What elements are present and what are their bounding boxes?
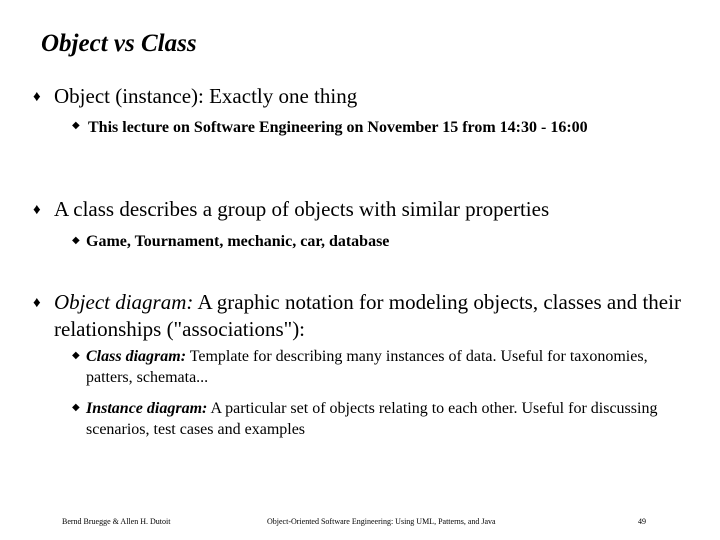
bullet-diamond-icon: ♦ xyxy=(33,202,41,218)
sub-bullet-square-icon: ◆ xyxy=(72,402,80,413)
slide-title: Object vs Class xyxy=(41,30,197,57)
class-diagram-desc: Template for describing many instances of data. Useful for taxonomies, patters, schemata... xyxy=(86,348,648,386)
bullet-3-term: Object diagram: xyxy=(54,290,194,314)
bullet-3-text xyxy=(54,289,694,343)
instance-diagram-desc: A particular set of objects relating to each other. Useful for discussing scenarios, test cases and examples xyxy=(86,400,658,438)
footer-authors: Bernd Bruegge & Allen H. Dutoit xyxy=(62,517,171,526)
sub-bullet-1-1-text: This lecture on Software Engineering on November 15 from 14:30 - 16:00 xyxy=(88,119,588,136)
sub-bullet-3-2-text xyxy=(86,398,696,440)
bullet-diamond-icon: ♦ xyxy=(33,89,41,105)
sub-bullet-2-1-text: Game, Tournament, mechanic, car, database xyxy=(86,233,390,250)
bullet-3-desc: A graphic notation for modeling objects, classes and their relationships ("associations"): xyxy=(54,290,681,341)
sub-bullet-square-icon: ◆ xyxy=(72,120,80,131)
sub-bullet-square-icon: ◆ xyxy=(72,235,80,246)
class-diagram-term: Class diagram: xyxy=(86,348,187,365)
footer-page-number: 49 xyxy=(638,517,646,526)
bullet-2-text: A class describes a group of objects with similar properties xyxy=(54,197,550,221)
sub-bullet-3-1-text xyxy=(86,346,696,388)
instance-diagram-term: Instance diagram: xyxy=(86,400,208,417)
bullet-1-text: Object (instance): Exactly one thing xyxy=(54,84,358,108)
footer-book-title: Object-Oriented Software Engineering: Using UML, Patterns, and Java xyxy=(267,517,496,526)
bullet-diamond-icon: ♦ xyxy=(33,295,41,311)
sub-bullet-square-icon: ◆ xyxy=(72,350,80,361)
